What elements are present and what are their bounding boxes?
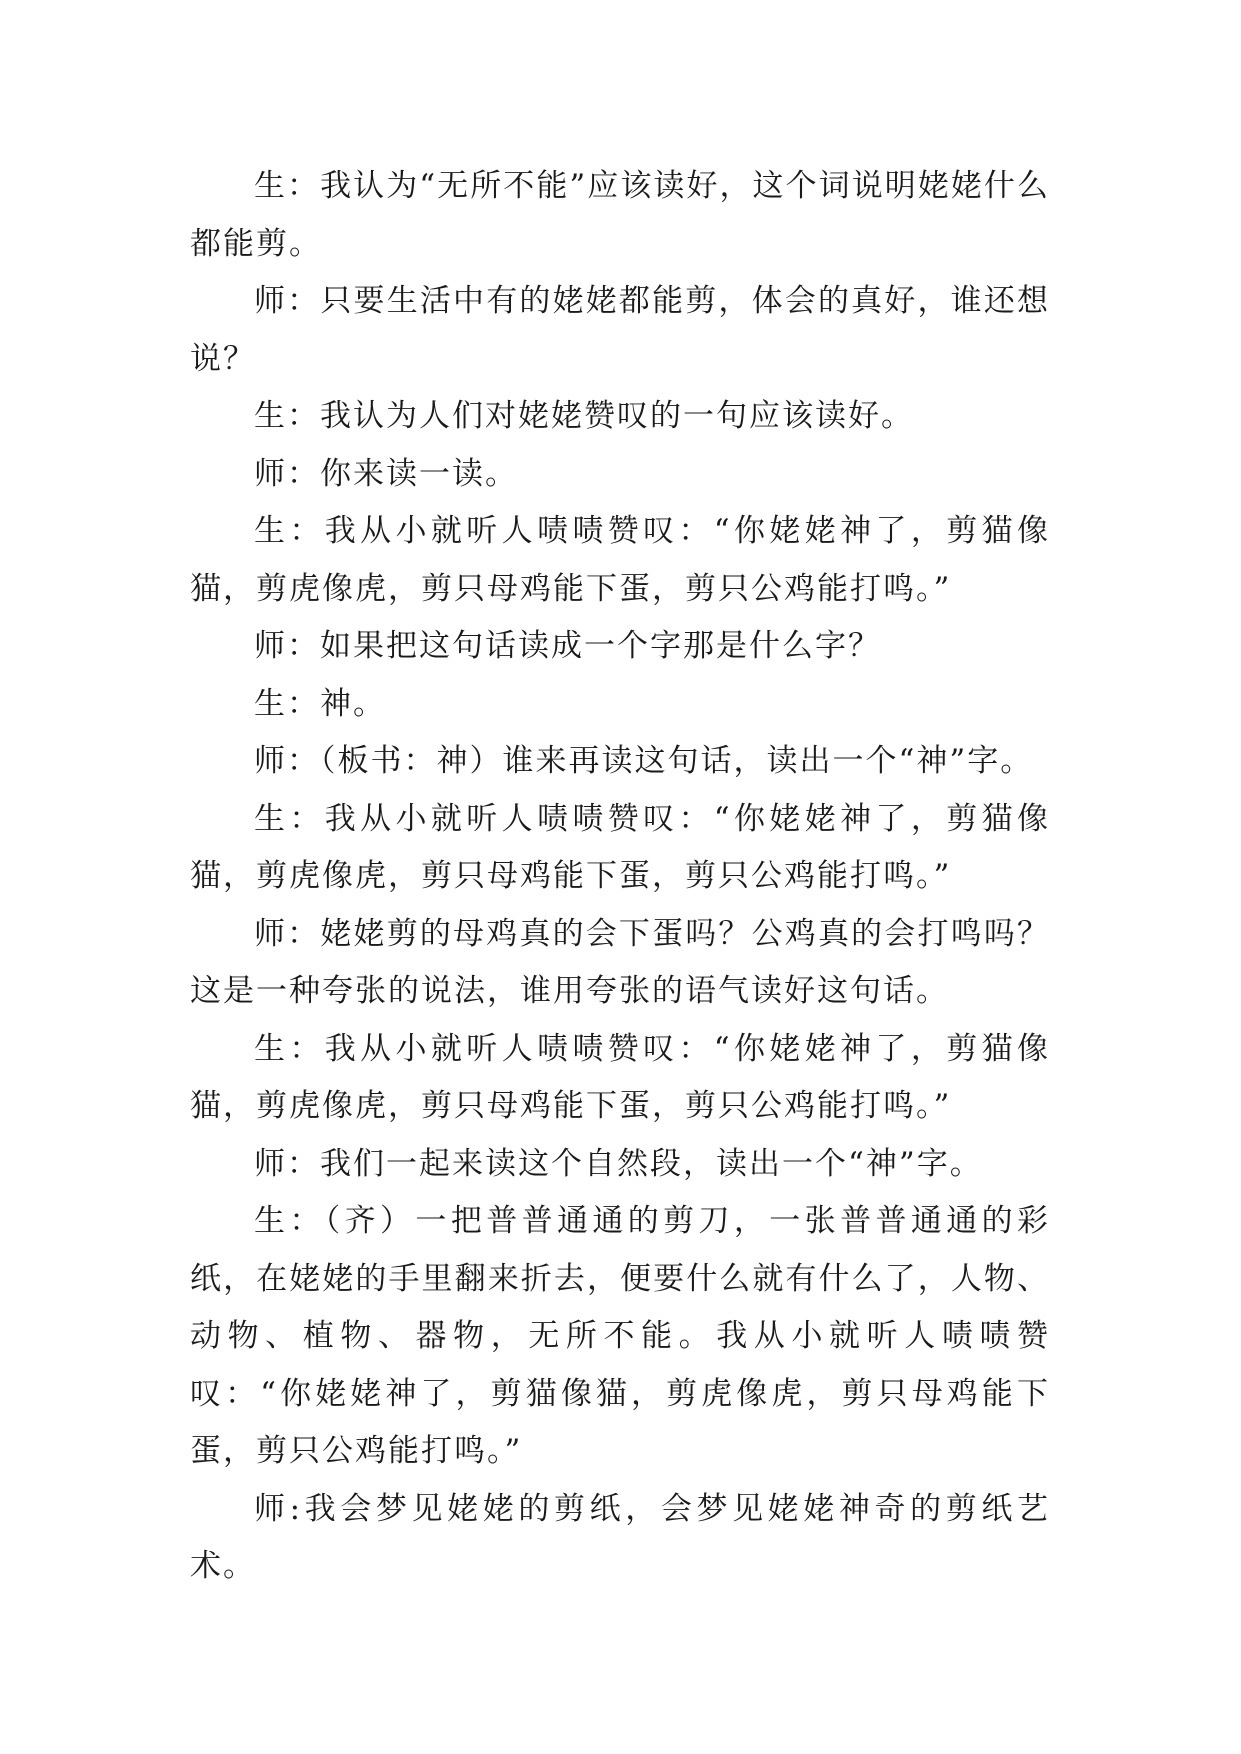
paragraph: 生：我认为人们对姥姥赞叹的一句应该读好。 [254, 398, 914, 434]
paragraph: 师：我们一起来读这个自然段，读出一个“神”字。 [254, 1145, 983, 1182]
paragraph: 师：你来读一读。 [254, 455, 518, 492]
paragraph: 师：（板书：神）谁来再读这句话，读出一个“神”字。 [254, 743, 1034, 779]
paragraph: 生：我从小就听人啧啧赞叹：“你姥姥神了，剪猫像猫，剪虎像虎，剪只母鸡能下蛋，剪只公鸡能打鸣。” [190, 1030, 1050, 1124]
paragraph: 生：我从小就听人啧啧赞叹：“你姥姥神了，剪猫像猫，剪虎像虎，剪只母鸡能下蛋，剪只公鸡能打鸣。” [190, 513, 1050, 607]
paragraph: 师：姥姥剪的母鸡真的会下蛋吗？公鸡真的会打鸣吗？这是一种夸张的说法，谁用夸张的语气读好这句话。 [190, 915, 1050, 1009]
document-body [190, 158, 1050, 1596]
paragraph: 生：我从小就听人啧啧赞叹：“你姥姥神了，剪猫像猫，剪虎像虎，剪只母鸡能下蛋，剪只公鸡能打鸣。” [190, 800, 1050, 894]
paragraph: 师：如果把这句话读成一个字那是什么字？ [254, 628, 881, 664]
paragraph: 生：我认为“无所不能”应该读好，这个词说明姥姥什么都能剪。 [190, 168, 1050, 262]
paragraph: 师:我会梦见姥姥的剪纸，会梦见姥姥神奇的剪纸艺术。 [190, 1490, 1050, 1584]
paragraph: 师：只要生活中有的姥姥都能剪，体会的真好，谁还想说？ [190, 283, 1050, 377]
paragraph: 生：（齐）一把普普通通的剪刀，一张普普通通的彩纸，在姥姥的手里翻来折去，便要什么就有什么了，人物、动物、植物、器物，无所不能。我从小就听人啧啧赞叹：“你姥姥神了，剪猫像猫，剪虎像虎，剪只母鸡能下蛋，剪只公鸡能打鸣。” [190, 1203, 1050, 1469]
paragraph: 生：神。 [254, 685, 386, 722]
